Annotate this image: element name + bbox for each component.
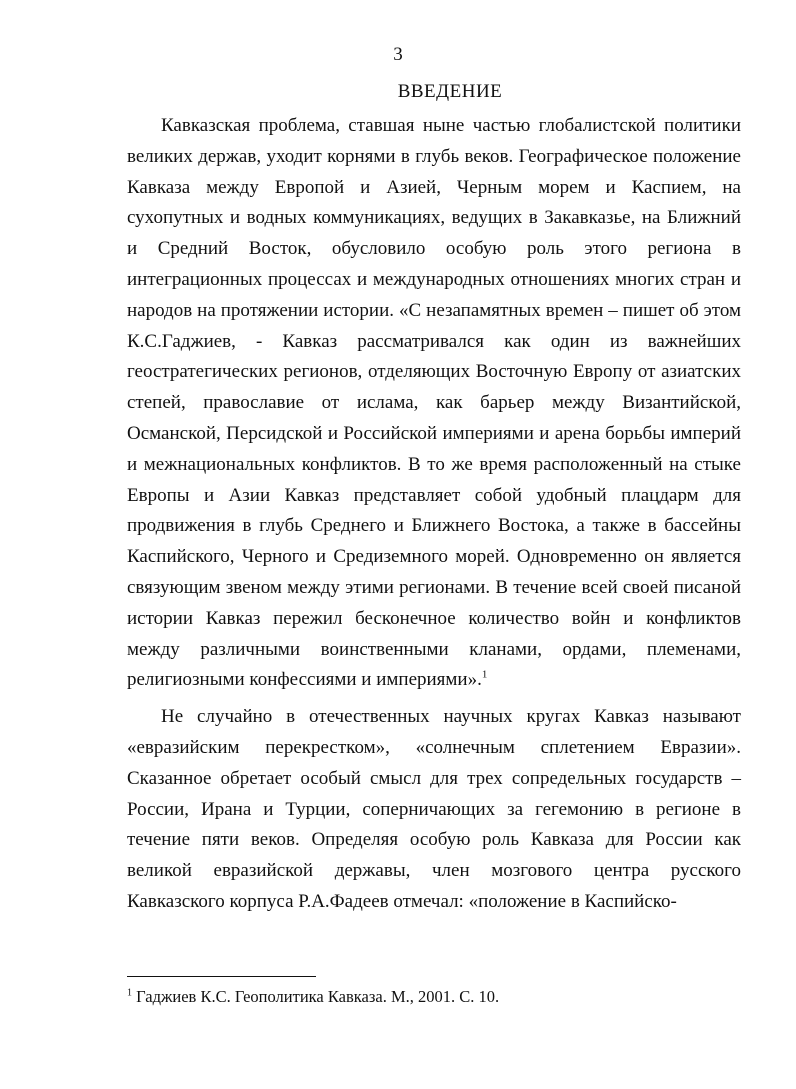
page-number: 3 [393, 44, 403, 65]
footnote-reference[interactable]: 1 [481, 669, 488, 682]
section-heading: ВВЕДЕНИЕ [397, 81, 503, 102]
footnote-number: 1 [127, 987, 132, 999]
body-text [127, 111, 741, 918]
footnote-separator [127, 976, 316, 977]
paragraph-1-text: Кавказская проблема, ставшая ныне частью глобалистской политики великих держав, уходит корнями в глубь веков. Географическое положение Кавказа между Европой и Азией, Черным морем и Каспием, на сухопутных и водных коммуникациях, ведущих в Закавказье, на Ближний и Средний Восток, обусловило особую роль этого региона в интеграционных процессах и международных отношениях многих стран и народов на протяжении истории. «С незапамятных времен – пишет об этом К.С.Гаджиев, - Кавказ рассматривался как один из важнейших геостратегических регионов, отделяющих Восточную Европу от азиатских степей, православие от ислама, как барьер между Византийской, Османской, Персидской и Российской империями и арена борьбы империй и межнациональных конфликтов. В то же время расположенный на стыке Европы и Азии Кавказ представляет собой удобный плацдарм для продвижения в глубь Среднего и Ближнего Востока, а также в бассейны Каспийского, Черного и Средиземного морей. Одновременно он является связующим звеном между этими регионами. В течение всей своей писаной истории Кавказ пережил бесконечное количество войн и конфликтов между различными воинственными кланами, ордами, племенами, религиозными конфессиями и империями». [127, 115, 741, 691]
paragraph-1 [127, 111, 741, 696]
footnote [127, 987, 499, 1007]
footnote-text: Гаджиев К.С. Геополитика Кавказа. М., 2001. С. 10. [136, 987, 500, 1006]
paragraph-2: Не случайно в отечественных научных кругах Кавказ называют «евразийским перекрестком», «солнечным сплетением Евразии». Сказанное обретает особый смысл для трех сопредельных государств – России, Ирана и Турции, соперничающих за гегемонию в регионе в течение пяти веков. Определяя особую роль Кавказа для России как великой евразийской державы, член мозгового центра русского Кавказского корпуса Р.А.Фадеев отмечал: «положение в Каспийско- [127, 706, 741, 912]
